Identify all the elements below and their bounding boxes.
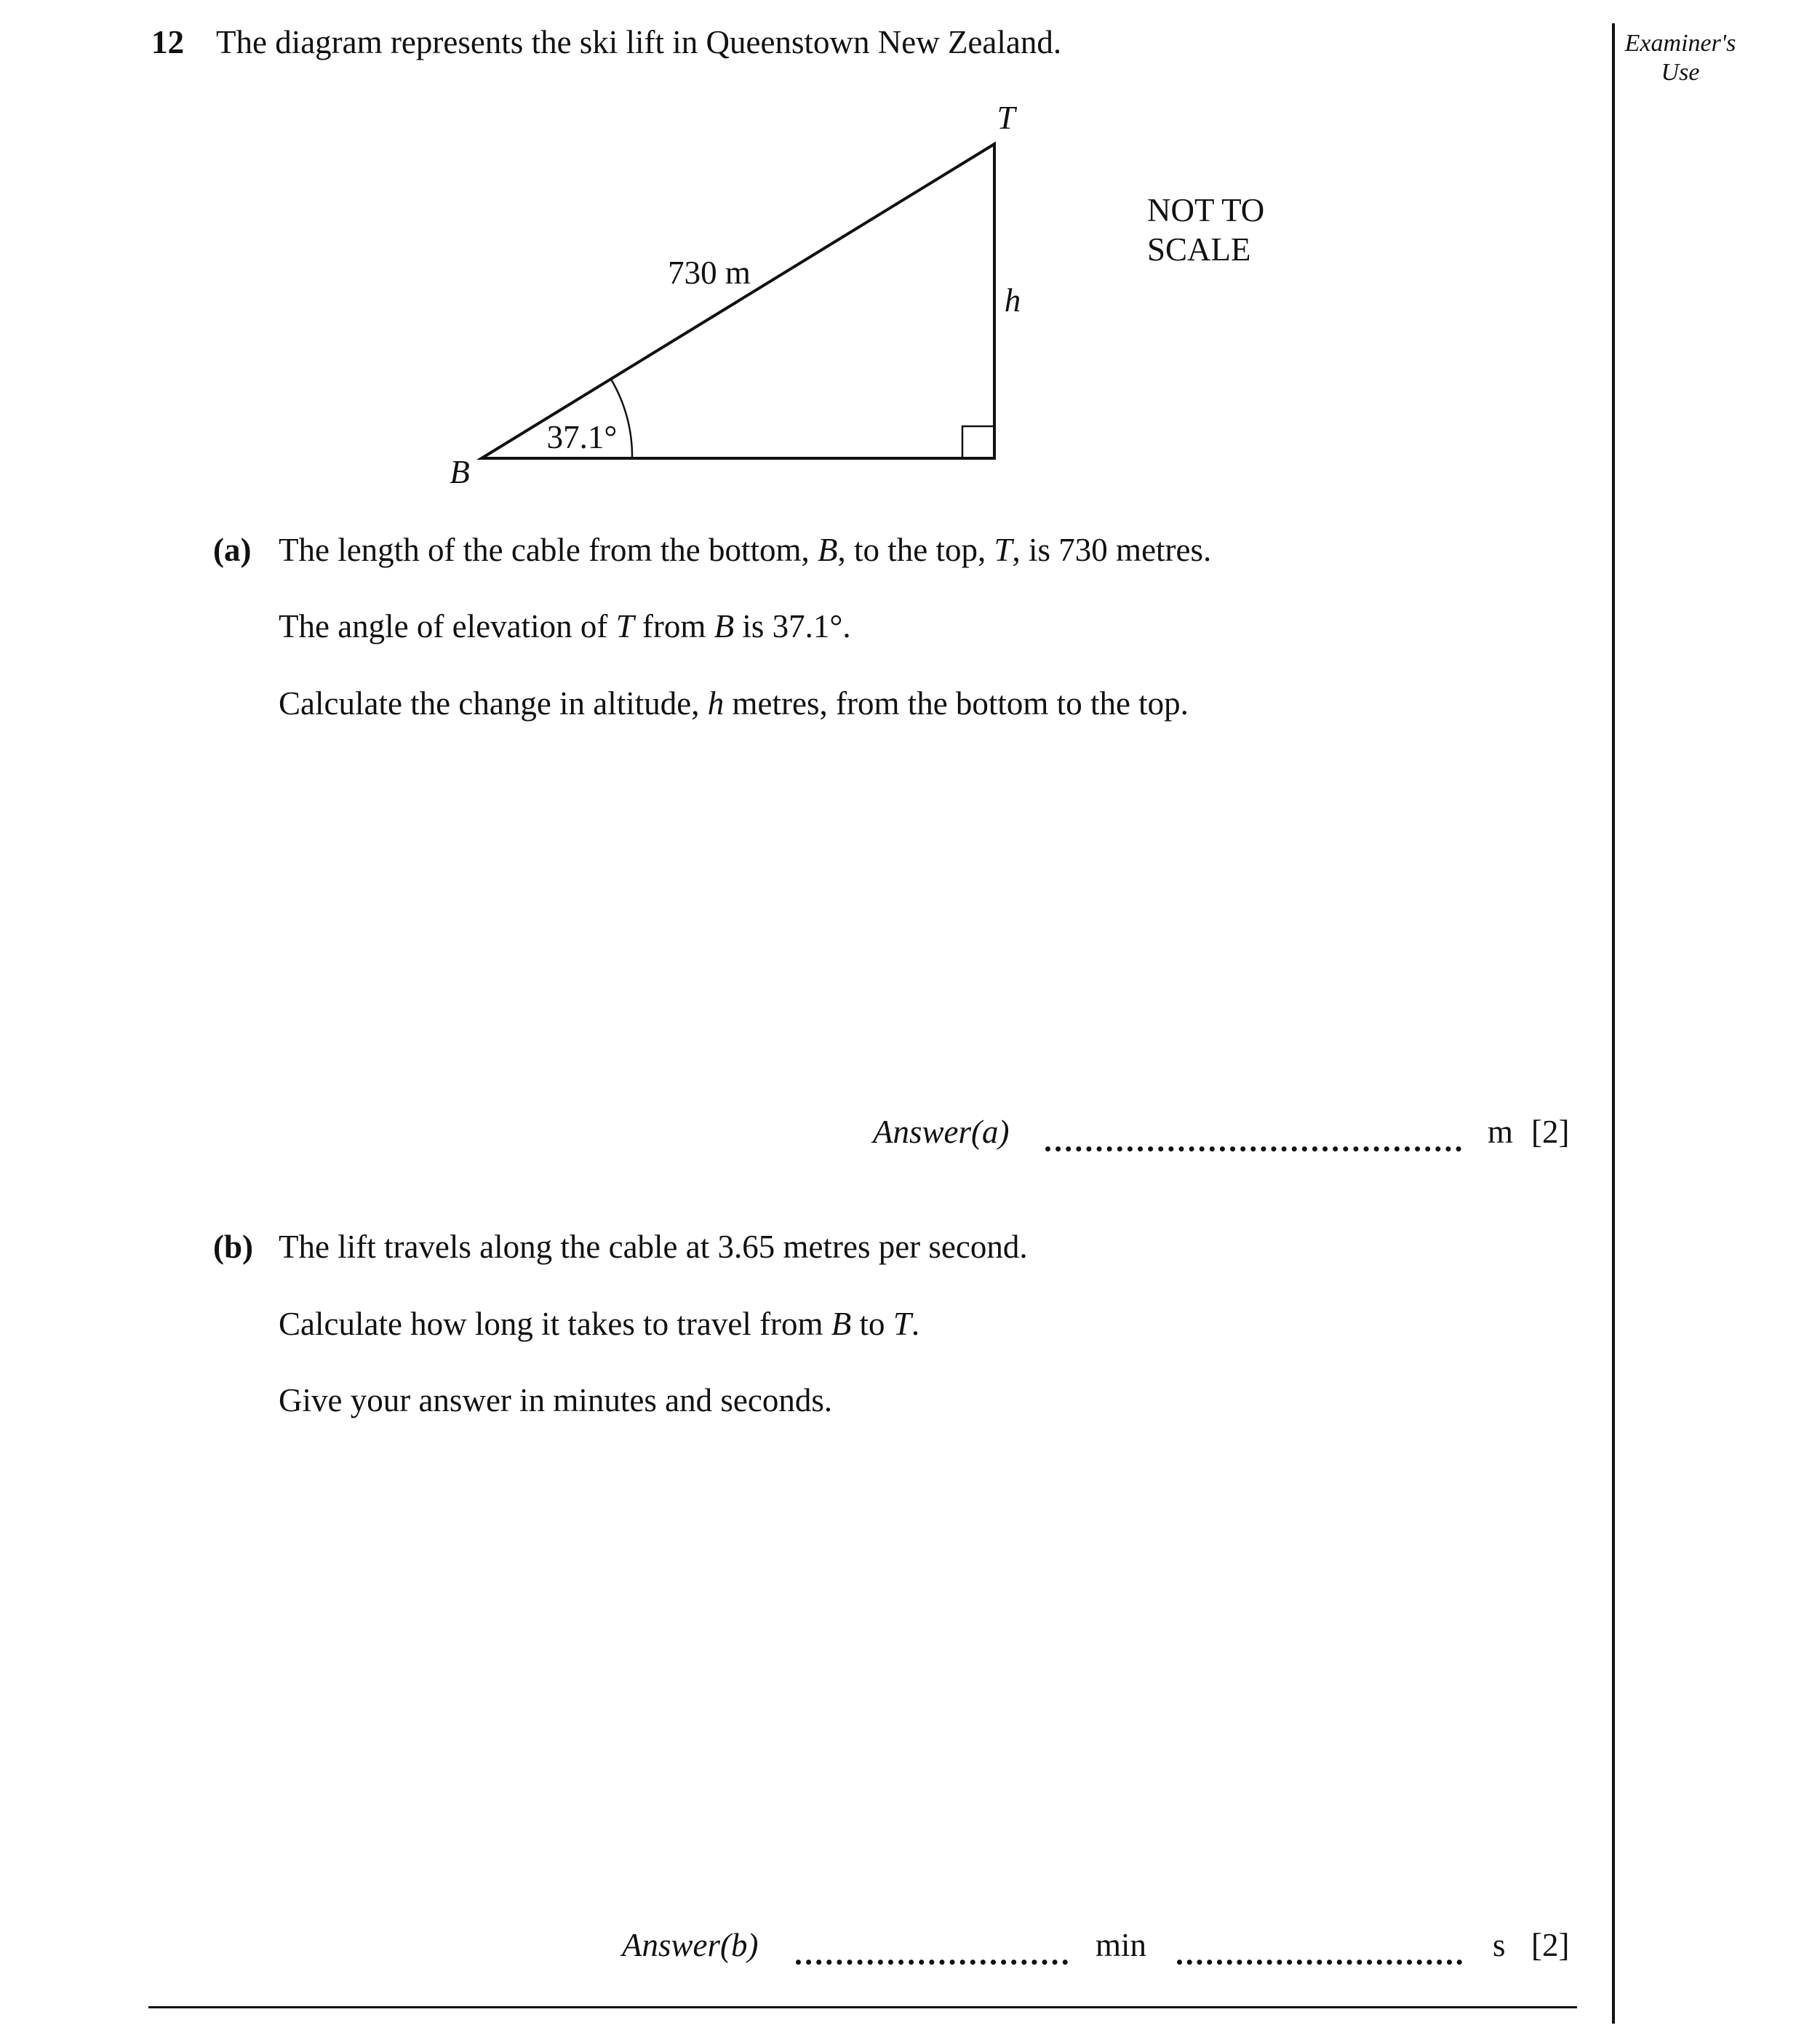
examiners-use-heading [1608, 29, 1753, 87]
page-bottom-rule [148, 2006, 1577, 2008]
part-a-label: (a) [213, 532, 252, 568]
question-number: 12 [151, 24, 184, 60]
part-a-line2: The angle of elevation of T from B is 37.1°. [279, 608, 851, 644]
part-b-line3: Give your answer in minutes and seconds. [279, 1382, 833, 1418]
answer-b-marks: [2] [1531, 1927, 1570, 1963]
not-to-scale-line1: NOT TO [1147, 192, 1265, 228]
part-b-line1: The lift travels along the cable at 3.65 metres per second. [279, 1229, 1028, 1265]
vertex-label-top: T [997, 100, 1015, 136]
answer-b-seconds-field[interactable] [1177, 1960, 1462, 1965]
examiners-use-line2: Use [1661, 59, 1700, 86]
examiner-margin-line [1612, 23, 1615, 2024]
triangle-outline [482, 144, 994, 458]
angle-label: 37.1° [546, 419, 618, 455]
not-to-scale-line2: SCALE [1147, 231, 1251, 268]
answer-b-min-unit: min [1095, 1927, 1147, 1963]
part-b-line2: Calculate how long it takes to travel from B to T. [279, 1306, 920, 1342]
answer-a-unit: m [1488, 1114, 1514, 1150]
answer-a-label: Answer(a) [873, 1114, 1010, 1150]
right-angle-marker [962, 426, 994, 458]
part-b-label: (b) [213, 1229, 253, 1265]
vertex-label-bottom: B [450, 454, 470, 490]
part-a-line1: The length of the cable from the bottom, B, to the top, T, is 730 metres. [279, 532, 1212, 568]
answer-a-marks: [2] [1531, 1114, 1570, 1150]
answer-a-field[interactable] [1045, 1146, 1461, 1151]
examiners-use-line1: Examiner's [1624, 30, 1736, 57]
answer-b-minutes-field[interactable] [796, 1960, 1068, 1965]
ski-lift-diagram [407, 95, 1062, 502]
question-stem: The diagram represents the ski lift in Queenstown New Zealand. [216, 24, 1062, 60]
answer-b-s-unit: s [1493, 1927, 1506, 1963]
side-label-h: h [1004, 282, 1021, 319]
part-a-line3: Calculate the change in altitude, h metres, from the bottom to the top. [279, 685, 1189, 722]
answer-b-label: Answer(b) [622, 1927, 759, 1963]
hypotenuse-label: 730 m [668, 255, 751, 291]
not-to-scale-note [1147, 191, 1264, 269]
